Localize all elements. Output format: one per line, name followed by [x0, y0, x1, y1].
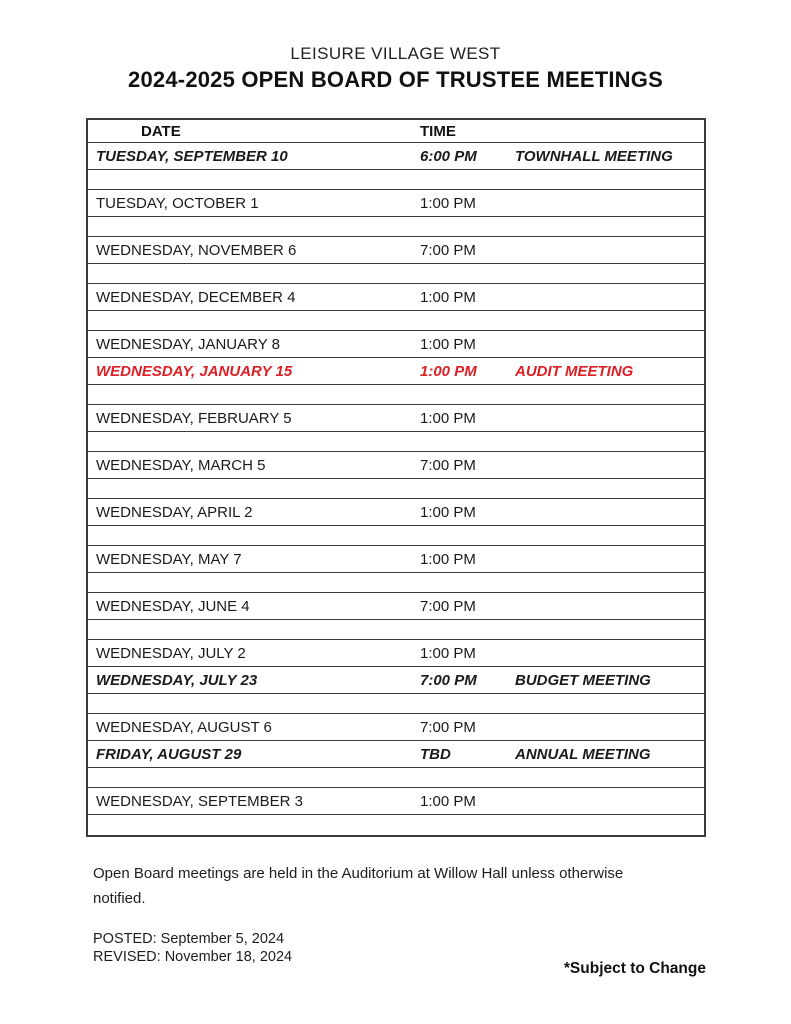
posted-revised-block — [93, 930, 292, 966]
table-header-row — [88, 120, 704, 143]
time-cell: 1:00 PM — [420, 503, 476, 521]
time-cell: 1:00 PM — [420, 362, 477, 380]
table-row — [88, 499, 704, 526]
date-cell: WEDNESDAY, JANUARY 15 — [96, 362, 293, 380]
table-row — [88, 452, 704, 479]
table-row — [88, 358, 704, 385]
table-row — [88, 190, 704, 217]
date-cell: WEDNESDAY, FEBRUARY 5 — [96, 409, 292, 427]
document-header — [0, 44, 791, 93]
date-cell: WEDNESDAY, JANUARY 8 — [96, 335, 280, 353]
time-cell: 1:00 PM — [420, 194, 476, 212]
time-cell: 1:00 PM — [420, 644, 476, 662]
table-row — [88, 237, 704, 264]
date-cell: WEDNESDAY, MAY 7 — [96, 550, 242, 568]
spacer-row — [88, 170, 704, 190]
table-row — [88, 143, 704, 170]
table-row — [88, 284, 704, 311]
spacer-row — [88, 694, 704, 714]
time-cell: 7:00 PM — [420, 718, 476, 736]
date-cell: WEDNESDAY, AUGUST 6 — [96, 718, 272, 736]
location-note: Open Board meetings are held in the Auditorium at Willow Hall unless otherwise notified. — [93, 865, 624, 907]
spacer-row — [88, 311, 704, 331]
note-cell: TOWNHALL MEETING — [515, 147, 673, 165]
date-cell: WEDNESDAY, MARCH 5 — [96, 456, 266, 474]
table-row — [88, 667, 704, 694]
meeting-schedule-table — [86, 118, 706, 837]
posted-date: POSTED: September 5, 2024 — [93, 931, 285, 947]
table-row — [88, 331, 704, 358]
spacer-row — [88, 479, 704, 499]
date-column-header: DATE — [141, 122, 181, 140]
organization-name: LEISURE VILLAGE WEST — [290, 44, 501, 63]
time-cell: 7:00 PM — [420, 671, 477, 689]
date-cell: WEDNESDAY, DECEMBER 4 — [96, 288, 296, 306]
spacer-row — [88, 620, 704, 640]
table-row — [88, 593, 704, 620]
spacer-row — [88, 385, 704, 405]
time-cell: 1:00 PM — [420, 335, 476, 353]
spacer-row — [88, 815, 704, 835]
date-cell: WEDNESDAY, APRIL 2 — [96, 503, 253, 521]
time-cell: 6:00 PM — [420, 147, 477, 165]
subject-to-change-note: *Subject to Change — [563, 960, 706, 977]
spacer-row — [88, 432, 704, 452]
time-cell: 7:00 PM — [420, 597, 476, 615]
time-cell: 1:00 PM — [420, 288, 476, 306]
time-cell: 1:00 PM — [420, 550, 476, 568]
date-cell: WEDNESDAY, JULY 2 — [96, 644, 246, 662]
spacer-row — [88, 526, 704, 546]
date-cell: WEDNESDAY, NOVEMBER 6 — [96, 241, 297, 259]
table-row — [88, 741, 704, 768]
table-row — [88, 714, 704, 741]
note-cell: AUDIT MEETING — [515, 362, 634, 380]
table-row — [88, 546, 704, 573]
date-cell: FRIDAY, AUGUST 29 — [96, 745, 242, 763]
date-cell: WEDNESDAY, SEPTEMBER 3 — [96, 792, 303, 810]
spacer-row — [88, 264, 704, 284]
table-row — [88, 640, 704, 667]
date-cell: TUESDAY, SEPTEMBER 10 — [96, 147, 288, 165]
note-cell: ANNUAL MEETING — [515, 745, 651, 763]
table-row — [88, 788, 704, 815]
spacer-row — [88, 573, 704, 593]
date-cell: TUESDAY, OCTOBER 1 — [96, 194, 259, 212]
schedule-table-body — [88, 143, 704, 835]
table-row — [88, 405, 704, 432]
time-column-header: TIME — [420, 122, 456, 140]
revised-date: REVISED: November 18, 2024 — [93, 949, 293, 965]
time-cell: 7:00 PM — [420, 241, 476, 259]
date-cell: WEDNESDAY, JULY 23 — [96, 671, 258, 689]
page-title: 2024-2025 OPEN BOARD OF TRUSTEE MEETINGS — [128, 67, 663, 92]
spacer-row — [88, 768, 704, 788]
note-cell: BUDGET MEETING — [515, 671, 651, 689]
spacer-row — [88, 217, 704, 237]
time-cell: TBD — [420, 745, 451, 763]
date-cell: WEDNESDAY, JUNE 4 — [96, 597, 250, 615]
time-cell: 7:00 PM — [420, 456, 476, 474]
time-cell: 1:00 PM — [420, 792, 476, 810]
time-cell: 1:00 PM — [420, 409, 476, 427]
